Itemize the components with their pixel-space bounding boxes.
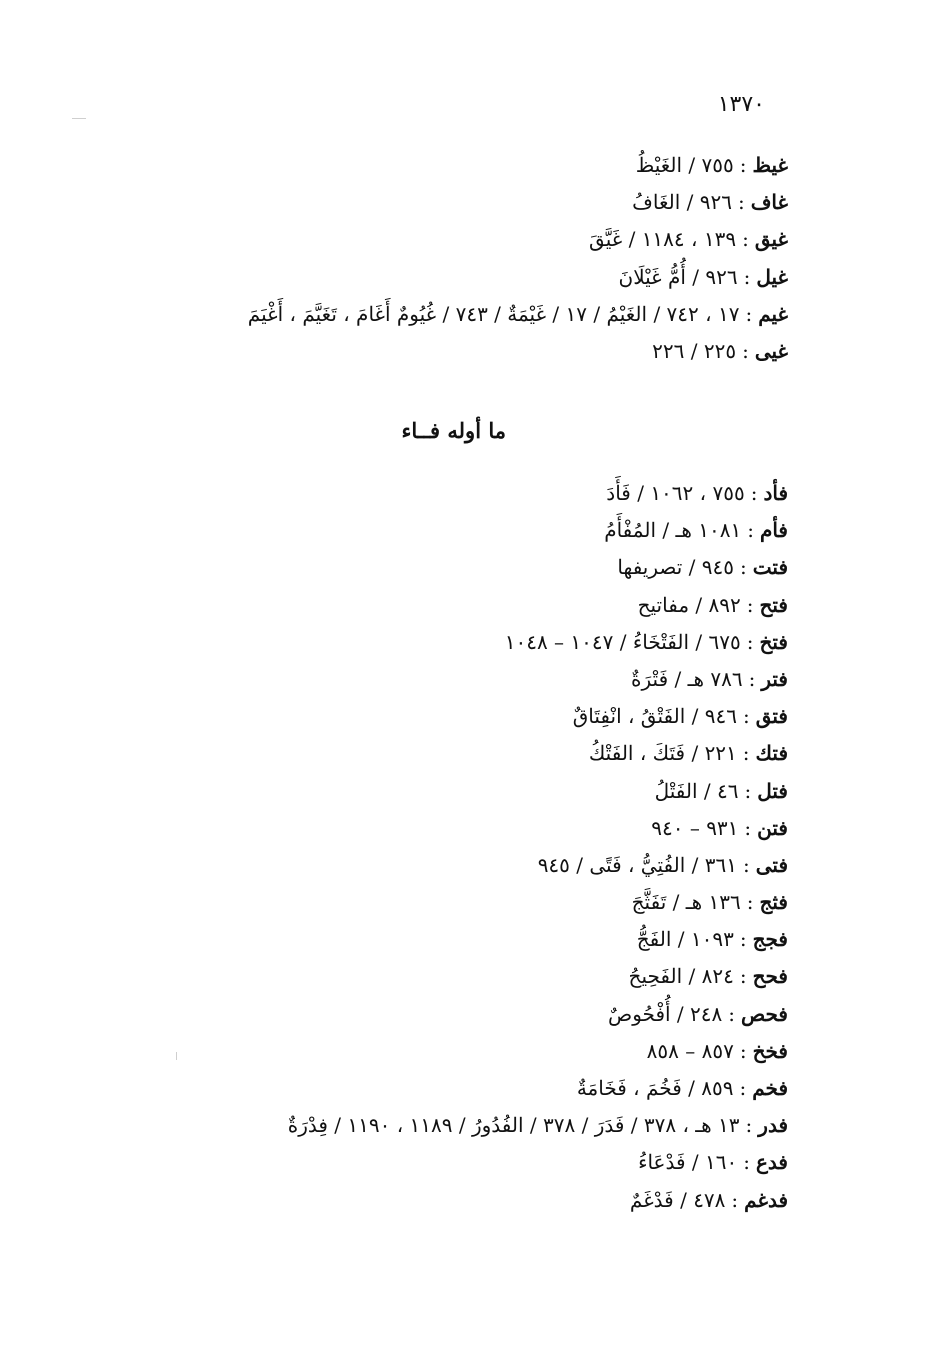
entry-root: فحح <box>752 964 788 989</box>
index-entry <box>88 259 788 296</box>
entry-root: فتن <box>757 815 788 840</box>
index-entry <box>88 549 788 586</box>
entry-separator: : <box>746 629 754 654</box>
entry-root: غيظ <box>752 153 788 177</box>
entry-references: ٣٦١ / الفُتِيُّ ، فَتًى / ٩٤٥ <box>537 852 737 877</box>
index-entry <box>88 147 788 184</box>
entry-root: فتق <box>755 704 788 729</box>
entry-root: فحص <box>741 1001 788 1026</box>
entry-separator: : <box>728 1001 736 1026</box>
entry-root: غيم <box>758 301 788 326</box>
index-entry <box>88 587 788 624</box>
entry-references: ٧٥٥ / الغَيْظُ <box>635 153 734 177</box>
entry-separator: : <box>739 153 747 177</box>
entry-references: ١٣ هـ ، ٣٧٨ / فَدَرَ / ٣٧٨ / الفُدُورُ / ١١٨٩ ، ١١٩٠ / فِدْرَةٌ <box>287 1113 740 1138</box>
entry-separator: : <box>744 815 752 840</box>
entry-references: ٩٤٥ / تصريفها <box>617 555 735 580</box>
index-entry <box>88 921 788 958</box>
entry-references: ٨٩٢ / مفاتيح <box>637 592 741 617</box>
entry-separator: : <box>743 264 751 289</box>
margin-mark <box>72 118 86 119</box>
index-entry <box>88 184 788 221</box>
entry-references: ١٣٩ ، ١١٨٤ / غَيَّقَ <box>589 227 737 252</box>
entry-root: فدغم <box>744 1187 788 1212</box>
entry-root: فتح <box>759 592 788 617</box>
entry-references: ١٣٦ هـ / تَفَثَّجَ <box>631 890 741 915</box>
entry-root: فأد <box>763 481 788 505</box>
entry-separator: : <box>750 481 758 505</box>
entry-root: فأم <box>759 518 788 543</box>
index-entry <box>88 996 788 1033</box>
entry-references: ٩٢٦ / أُمُّ غَيْلَانَ <box>618 264 738 289</box>
entry-separator: : <box>745 1113 753 1138</box>
section-heading: ما أوله فــاء <box>401 418 506 443</box>
entry-root: فتت <box>752 555 788 580</box>
entry-references: ٦٧٥ / الفَتْخَاءُ / ١٠٤٧ – ١٠٤٨ <box>504 629 741 654</box>
index-entry <box>88 333 788 370</box>
entry-references: ٧٥٥ ، ١٠٦٢ / فَأَدَ <box>606 481 745 505</box>
entry-references: ٨٢٤ / الفَحِيحُ <box>628 964 734 989</box>
entry-root: فثج <box>759 890 788 915</box>
entry-references: ٢٢١ / فَتَكَ ، الفَتْكُ <box>588 741 737 766</box>
entry-references: ٩٤٦ / الفَتْقُ ، انْفِتَاقٌ <box>572 704 737 729</box>
entry-references: ١٦٠ / فَدْعَاءُ <box>638 1150 738 1175</box>
entry-root: فتل <box>757 778 788 803</box>
index-entry <box>88 1070 788 1107</box>
entry-references: ٨٥٩ / فَخُمَ ، فَخَامَةٌ <box>576 1076 734 1100</box>
index-entry <box>88 1033 788 1070</box>
entry-references: ٢٤٨ / أُفْحُوصٌ <box>608 1001 723 1026</box>
entry-separator: : <box>745 301 753 326</box>
entry-root: فتك <box>755 741 788 766</box>
entry-root: غيق <box>754 227 788 252</box>
entry-references: ١٠٨١ هـ / المُفْأَمُ <box>604 518 742 543</box>
index-entry <box>88 512 788 549</box>
index-entry <box>88 1107 788 1144</box>
entry-references: ١٠٩٣ / الفَجُّ <box>636 927 734 952</box>
index-entry <box>88 958 788 995</box>
entry-root: فتى <box>755 852 788 877</box>
entry-root: غيى <box>754 338 788 363</box>
index-entry <box>88 296 788 333</box>
entry-separator: : <box>746 592 754 617</box>
index-entry <box>88 221 788 258</box>
entry-root: فخم <box>752 1076 788 1100</box>
entry-separator: : <box>739 1038 747 1063</box>
index-entry <box>88 698 788 735</box>
entry-separator: : <box>739 927 747 952</box>
entry-references: ٩٣١ – ٩٤٠ <box>651 815 739 840</box>
index-block-ghayn <box>88 147 788 370</box>
entry-separator: : <box>747 518 754 543</box>
entry-root: غاف <box>750 190 788 215</box>
entry-separator: : <box>742 704 750 729</box>
index-entry <box>88 1182 788 1219</box>
entry-separator: : <box>739 1076 747 1100</box>
entry-references: ٤٧٨ / فَدْغَمٌ <box>629 1187 726 1212</box>
entry-separator: : <box>742 741 750 766</box>
entry-separator: : <box>744 778 752 803</box>
page-number: ١٣٧٠ <box>717 92 765 117</box>
entry-root: فدر <box>758 1113 788 1138</box>
index-entry <box>88 475 788 512</box>
entry-separator: : <box>742 227 749 252</box>
index-entry <box>88 735 788 772</box>
entry-separator: : <box>739 964 747 989</box>
entry-root: فجج <box>752 927 788 952</box>
index-block-fa <box>88 475 788 1219</box>
index-entry <box>88 624 788 661</box>
entry-separator: : <box>746 890 754 915</box>
entry-separator: : <box>748 666 756 691</box>
entry-root: فدع <box>756 1150 788 1175</box>
entry-root: فتر <box>761 666 788 691</box>
entry-references: ٤٦ / الفَتْلُ <box>654 778 739 803</box>
index-entry <box>88 847 788 884</box>
index-entry <box>88 661 788 698</box>
entry-separator: : <box>742 852 750 877</box>
index-entry <box>88 810 788 847</box>
entry-references: ٧٨٦ هـ / فَتْرَةٌ <box>631 666 743 691</box>
entry-separator: : <box>742 338 749 363</box>
entry-separator: : <box>737 190 745 215</box>
entry-root: غيل <box>756 264 788 289</box>
entry-references: ٨٥٧ – ٨٥٨ <box>646 1038 734 1063</box>
entry-root: فخخ <box>752 1038 788 1063</box>
entry-root: فتخ <box>759 629 788 654</box>
entry-references: ١٧ ، ٧٤٢ / الغَيْمُ / ١٧ / غَيْمَةٌ / ٧٤٣ / غُيُومٌ أَغَامَ ، تَغَيَّمَ ، أَغْيَمَ <box>247 301 740 326</box>
entry-separator: : <box>743 1150 750 1175</box>
index-entry <box>88 884 788 921</box>
entry-separator: : <box>731 1187 739 1212</box>
index-entry <box>88 773 788 810</box>
entry-separator: : <box>740 555 747 580</box>
entry-references: ٢٢٥ / ٢٢٦ <box>652 338 737 363</box>
entry-references: ٩٢٦ / الغَافُ <box>632 190 732 215</box>
index-entry <box>88 1144 788 1181</box>
